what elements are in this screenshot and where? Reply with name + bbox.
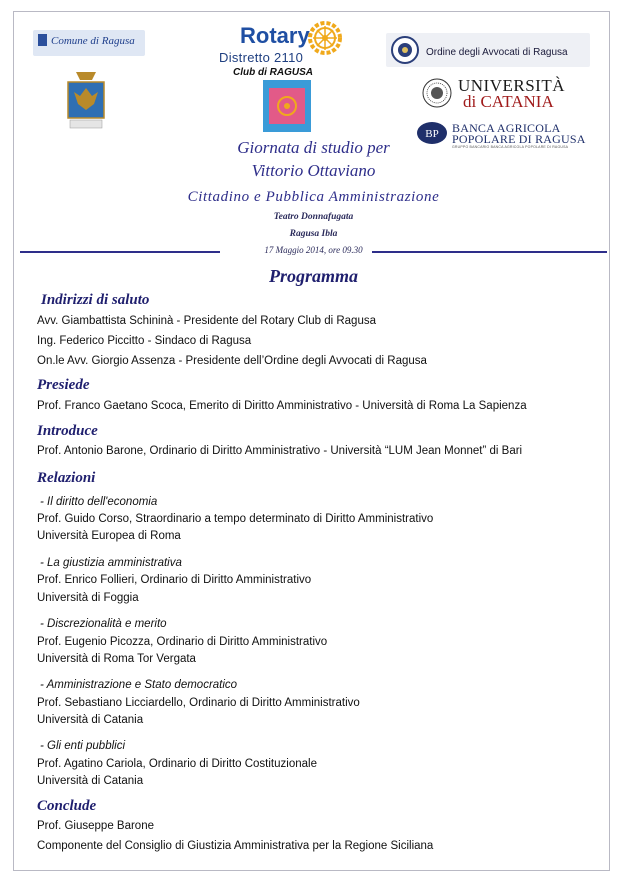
relazione-topic: - Gli enti pubblici: [40, 740, 126, 752]
section-conclude-title: Conclude: [37, 798, 97, 814]
relazione-speaker: Prof. Agatino Cariola, Ordinario di Diritto Costituzionale: [37, 758, 317, 770]
event-date: 17 Maggio 2014, ore 09.30: [264, 245, 363, 255]
relazione-affiliation: Università di Roma Tor Vergata: [37, 653, 196, 665]
venue-theatre: Teatro Donnafugata: [273, 212, 354, 222]
relazione-topic: - Amministrazione e Stato democratico: [40, 679, 238, 691]
relazione-affiliation: Università di Catania: [37, 775, 144, 787]
relazione-speaker: Prof. Eugenio Picozza, Ordinario di Diritto Amministrativo: [37, 636, 328, 648]
relazione-affiliation: Università Europea di Roma: [37, 530, 181, 542]
rotary-name: Rotary: [240, 23, 310, 48]
bapr-line1: BANCA AGRICOLA: [452, 121, 561, 135]
section-presiede-title: Presiede: [37, 377, 90, 393]
svg-text:BP: BP: [425, 128, 439, 140]
conclude-line: Componente del Consiglio di Giustizia Amministrativa per la Regione Siciliana: [37, 840, 434, 852]
relazione-affiliation: Università di Foggia: [37, 592, 139, 604]
unict-line2: di CATANIA: [463, 92, 554, 111]
relazione-affiliation: Università di Catania: [37, 714, 144, 726]
introduce-line: Prof. Antonio Barone, Ordinario di Diritto Amministrativo - Università “LUM Jean Monnet” di Bari: [37, 445, 523, 457]
comune-flag-icon: [38, 34, 47, 46]
event-title-line1: Giornata di studio per: [237, 138, 390, 157]
saluti-line: Ing. Federico Piccitto - Sindaco di Ragusa: [37, 335, 252, 347]
rotary-wheel-icon: [305, 18, 345, 58]
program-heading: Programma: [268, 266, 358, 286]
relazione-topic: - La giustizia amministrativa: [40, 557, 182, 569]
ragusa-crest-icon: [62, 68, 110, 132]
event-subtitle: Cittadino e Pubblica Amministrazione: [187, 189, 440, 205]
bapr-tagline: GRUPPO BANCARIO BANCA AGRICOLA POPOLARE DI RAGUSA: [452, 145, 569, 149]
rotary-district: Distretto 2110: [219, 50, 304, 65]
section-relazioni-title: Relazioni: [37, 470, 96, 486]
section-saluti-title: Indirizzi di saluto: [41, 292, 150, 308]
relazione-topic: - Il diritto dell'economia: [40, 496, 158, 508]
comune-di-ragusa-logo: [33, 30, 145, 56]
conclude-line: Prof. Giuseppe Barone: [37, 820, 154, 832]
rotary-club: Club di RAGUSA: [233, 67, 313, 78]
unict-seal-icon: [422, 78, 452, 108]
relazione-speaker: Prof. Enrico Follieri, Ordinario di Diritto Amministrativo: [37, 574, 312, 586]
saluti-line: Avv. Giambattista Schininà - Presidente del Rotary Club di Ragusa: [37, 315, 376, 327]
badge-wheel-icon: [275, 94, 299, 118]
presiede-line: Prof. Franco Gaetano Scoca, Emerito di Diritto Amministrativo - Università di Roma La Sapienza: [37, 400, 527, 412]
avvocati-logo-text: Ordine degli Avvocati di Ragusa: [426, 47, 568, 58]
venue-city: Ragusa Ibla: [289, 229, 338, 239]
relazione-topic: - Discrezionalità e merito: [40, 618, 167, 630]
unict-line1: UNIVERSITÀ: [458, 76, 565, 95]
relazione-speaker: Prof. Guido Corso, Straordinario a tempo determinato di Diritto Amministrativo: [37, 513, 434, 525]
ordine-avvocati-logo: [386, 33, 590, 67]
comune-logo-text: Comune di Ragusa: [51, 35, 135, 47]
rotary-club-badge: [263, 80, 311, 132]
event-title-line2: Vittorio Ottaviano: [251, 161, 376, 180]
relazione-speaker: Prof. Sebastiano Licciardello, Ordinario di Diritto Amministrativo: [37, 697, 360, 709]
saluti-line: On.le Avv. Giorgio Assenza - Presidente dell’Ordine degli Avvocati di Ragusa: [37, 355, 427, 367]
bapr-line2: POPOLARE DI RAGUSA: [452, 132, 586, 146]
section-introduce-title: Introduce: [37, 423, 98, 439]
avvocati-seal-icon: [390, 35, 420, 65]
